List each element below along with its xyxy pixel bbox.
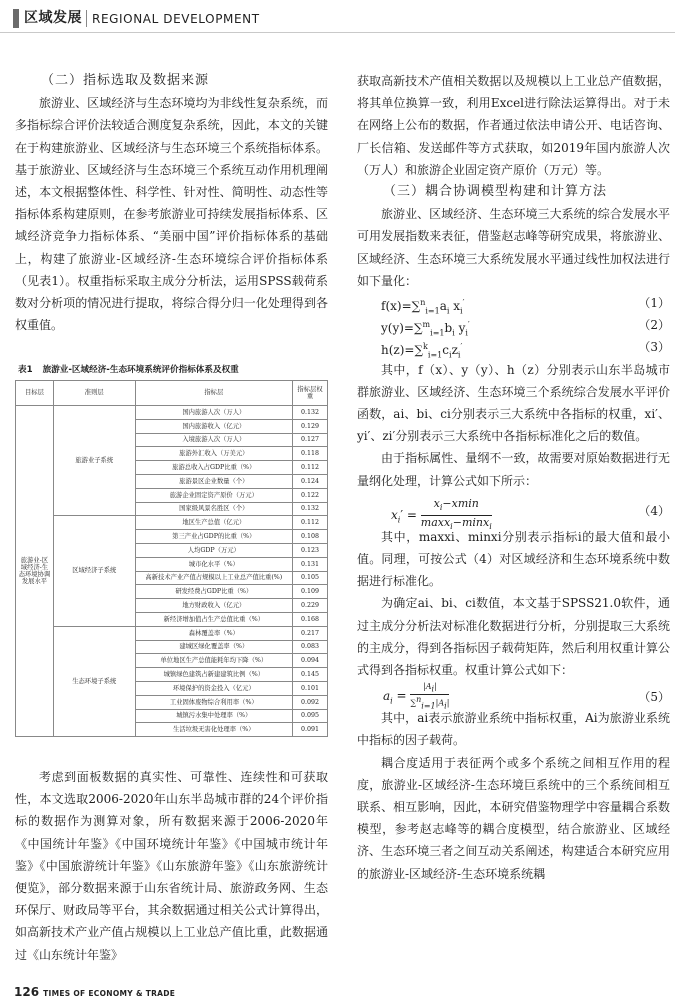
header-target: 目标层 bbox=[16, 381, 54, 406]
indicator-cell: 环境保护的资金投入（亿元） bbox=[135, 681, 292, 695]
paragraph-indicators: 旅游业、区域经济与生态环境均为非线性复杂系统，而多指标综合评价法较适合测度复杂系统，因此，本文的关键在于构建旅游业、区域经济与生态环境三个系统指标体系。基于旅游业、区域经济与生态环境三个系统互动作用机理阐述，本文根据整体性、科学性、针对性、简明性、动态性等指标体系构建原则，在参考旅游业可持续发展指标体系、区域经济竞争力指标体系、“美丽中国”评价指标体系的基础上，构建了旅游业-区域经济-生态环境综合评价指标体系（见表1）。权重指标采取主成分分析法，运用SPSS载荷系数对分析项的情况进行提取，将综合得分归一化处理得到各权重值。 bbox=[15, 96, 328, 333]
paragraph-weight-def: 其中，ai表示旅游业系统中指标权重，Ai为旅游业系统中指标的因子载荷。 bbox=[357, 711, 670, 748]
weight-cell: 0.217 bbox=[293, 626, 328, 640]
indicator-cell: 旅游外汇收入（万美元） bbox=[135, 447, 292, 461]
weight-cell: 0.118 bbox=[293, 447, 328, 461]
weight-cell: 0.145 bbox=[293, 668, 328, 682]
paragraph-model: 旅游业、区域经济、生态环境三大系统的综合发展水平可用发展指数来表征，借鉴赵志峰等研究成果，将旅游业、区域经济、生态环境三大系统发展水平通过线性加权法进行如下量化： bbox=[357, 207, 670, 288]
weight-cell: 0.131 bbox=[293, 557, 328, 571]
header-indicator: 指标层 bbox=[135, 381, 292, 406]
weight-cell: 0.109 bbox=[293, 585, 328, 599]
weight-cell: 0.083 bbox=[293, 640, 328, 654]
indicator-table bbox=[15, 380, 328, 737]
equation-2-number: （2） bbox=[638, 318, 670, 333]
weight-cell: 0.132 bbox=[293, 502, 328, 516]
indicator-cell: 地区生产总值（亿元） bbox=[135, 516, 292, 530]
table-title: 旅游业-区域经济-生态环境系统评价指标体系及权重 bbox=[42, 365, 239, 375]
table-number: 表1 bbox=[18, 365, 33, 375]
equation-3-number: （3） bbox=[638, 340, 670, 355]
page-footer bbox=[14, 985, 175, 1001]
table-row bbox=[16, 626, 328, 640]
paragraph-weights: 为确定ai、bi、ci数值，本文基于SPSS21.0软件，通过主成分分析法对标准化数据进行分析，分别提取三大系统的主成分，得到各指标因子载荷矩阵，然后利用权重计算公式得到各指标权重。权重计算公式如下： bbox=[357, 596, 670, 678]
left-column bbox=[15, 70, 328, 336]
indicator-cell: 第三产业占GDP的比重（%） bbox=[135, 530, 292, 544]
weight-cell: 0.229 bbox=[293, 599, 328, 613]
paragraph-max-min: 其中，maxxi、minxi分别表示指标i的最大值和最小值。同理，可按公式（4）对区域经济和生态环境系统中数据进行标准化。 bbox=[357, 529, 670, 589]
indicator-cell: 城市化水平（%） bbox=[135, 557, 292, 571]
target-cell: 旅游业-区域经济-生态环境协调发展水平 bbox=[16, 406, 54, 737]
indicator-cell: 入境旅游人次（万人） bbox=[135, 433, 292, 447]
indicator-cell: 森林覆盖率（%） bbox=[135, 626, 292, 640]
header-bar bbox=[13, 9, 19, 28]
table-header-row bbox=[16, 381, 328, 406]
weight-cell: 0.122 bbox=[293, 488, 328, 502]
table-row bbox=[16, 406, 328, 420]
weight-cell: 0.132 bbox=[293, 406, 328, 420]
weight-cell: 0.108 bbox=[293, 530, 328, 544]
indicator-cell: 建城区绿化覆盖率（%） bbox=[135, 640, 292, 654]
header-criterion: 准则层 bbox=[53, 381, 135, 406]
weight-cell: 0.168 bbox=[293, 612, 328, 626]
subsection-heading-2: （二）指标选取及数据来源 bbox=[41, 73, 210, 88]
weight-cell: 0.101 bbox=[293, 681, 328, 695]
indicator-cell: 旅游总收入占GDP比重（%） bbox=[135, 461, 292, 475]
indicator-cell: 城镇污水集中处理率（%） bbox=[135, 709, 292, 723]
indicator-cell: 研发经费占GDP比重（%） bbox=[135, 585, 292, 599]
weight-cell: 0.095 bbox=[293, 709, 328, 723]
indicator-cell: 单位地区生产总值能耗年均下降（%） bbox=[135, 654, 292, 668]
paragraph-continued: 获取高新技术产值相关数据以及规模以上工业总产值数据，将其单位换算一致，利用Excel进行除法运算得出。对于未在网络上公布的数据，作者通过依法申请公开、电话咨询、厂长信箱、发送邮件等方式获取，如2019年国内旅游人次（万人）和旅游企业固定资产原价（万元）等。 bbox=[357, 74, 670, 177]
criterion-cell: 生态环境子系统 bbox=[53, 626, 135, 736]
header-weight: 指标层权重 bbox=[293, 381, 328, 406]
equation-5-number: （5） bbox=[638, 690, 670, 705]
indicator-cell: 工业固体废物综合利用率（%） bbox=[135, 695, 292, 709]
indicator-cell: 旅游景区企业数量（个） bbox=[135, 474, 292, 488]
page-number: 126 bbox=[14, 985, 40, 999]
equation-4-number: （4） bbox=[638, 503, 670, 518]
weight-cell: 0.112 bbox=[293, 516, 328, 530]
weight-cell: 0.127 bbox=[293, 433, 328, 447]
indicator-cell: 人均GDP（万元） bbox=[135, 543, 292, 557]
section-title-en: REGIONAL DEVELOPMENT bbox=[92, 12, 260, 26]
criterion-cell: 旅游业子系统 bbox=[53, 406, 135, 516]
weight-cell: 0.123 bbox=[293, 543, 328, 557]
paragraph-normalize: 由于指标属性、量纲不一致，故需要对原始数据进行无量纲化处理，计算公式如下所示： bbox=[357, 451, 670, 488]
paragraph-function-def: 其中，f（x）、y（y）、h（z）分别表示山东半岛城市群旅游业、区域经济、生态环境三个系统综合发展水平评价函数，ai、bi、ci分别表示三大系统中各指标的权重，xi′、yi′、zi′分别表示三大系统中各指标标准化之后的数值。 bbox=[357, 362, 670, 444]
table-row bbox=[16, 516, 328, 530]
indicator-cell: 城镇绿色建筑占新建建筑比例（%） bbox=[135, 668, 292, 682]
weight-cell: 0.092 bbox=[293, 695, 328, 709]
equation-2: $y(y)=\sum^m_{i=1}b_i$ $y_i'$ （2） bbox=[357, 314, 670, 336]
equation-3: $h(z)=\sum^k_{i=1}c_iz_i'$ （3） bbox=[357, 336, 670, 358]
section-title-cn: 区域发展 bbox=[24, 10, 82, 26]
journal-name: TIMES OF ECONOMY & TRADE bbox=[43, 989, 176, 998]
indicator-cell: 国内旅游人次（万人） bbox=[135, 406, 292, 420]
left-column-bottom bbox=[15, 766, 328, 966]
weight-cell: 0.129 bbox=[293, 419, 328, 433]
paragraph-data-source: 考虑到面板数据的真实性、可靠性、连续性和可获取性，本文选取2006-2020年山东半岛城市群的24个评价指标的数据作为测算对象，所有数据来源于2006-2020年《中国统计年鉴》《中国环境统计年鉴》《中国城市统计年鉴》《中国旅游统计年鉴》《山东旅游年鉴》《山东旅游统计便览》，部分数据来源于山东省统计局、旅游政务网、生态环保厅、财政局等平台，其余数据通过相关公式计算得出，如高新技术产业产值占规模以上工业总产值比重，此数据通过《山东统计年鉴》 bbox=[15, 770, 328, 962]
weight-cell: 0.094 bbox=[293, 654, 328, 668]
indicator-cell: 国家级风景名胜区（个） bbox=[135, 502, 292, 516]
header-separator bbox=[86, 10, 87, 27]
running-header bbox=[0, 0, 675, 33]
weight-cell: 0.105 bbox=[293, 571, 328, 585]
paragraph-coupling: 耦合度适用于表征两个或多个系统之间相互作用的程度，旅游业-区域经济-生态环境巨系统中的三个系统间相互联系、相互影响，因此，本研究借鉴物理学中容量耦合系数模型，参考赵志峰等的耦合度模型，结合旅游业、区域经济、生态环境三者之间互动关系阐述，构建适合本研究应用的旅游业-区域经济-生态环境系统耦 bbox=[357, 755, 670, 881]
indicator-cell: 旅游企业固定资产原价（万元） bbox=[135, 488, 292, 502]
right-column bbox=[357, 70, 670, 885]
indicator-cell: 新经济增加值占生产总值比重（%） bbox=[135, 612, 292, 626]
criterion-cell: 区域经济子系统 bbox=[53, 516, 135, 626]
header-rule bbox=[0, 32, 675, 33]
weight-cell: 0.112 bbox=[293, 461, 328, 475]
table-caption bbox=[18, 363, 330, 377]
weight-cell: 0.091 bbox=[293, 723, 328, 737]
subsection-heading-3: （三）耦合协调模型构建和计算方法 bbox=[383, 184, 608, 200]
weight-cell: 0.124 bbox=[293, 474, 328, 488]
equation-1-number: （1） bbox=[638, 296, 670, 311]
equation-5: $a_i$ = $\frac{|A_i|}{\sum^n_{i=1}|A_i|}$ （5） bbox=[383, 682, 670, 711]
equation-1: $f(x)=\sum^n_{i=1}a_i$ $x_i'$ （1） bbox=[357, 292, 670, 314]
indicator-cell: 生活垃圾无害化处理率（%） bbox=[135, 723, 292, 737]
indicator-cell: 地方财政收入（亿元） bbox=[135, 599, 292, 613]
indicator-cell: 国内旅游收入（亿元） bbox=[135, 419, 292, 433]
indicator-cell: 高新技术产业产值占规模以上工业总产值比重(%) bbox=[135, 571, 292, 585]
equation-4: $x_i'$ = $\frac{x_i-xmin}{\max x_i-\min x_i}$ （4） bbox=[391, 496, 670, 532]
